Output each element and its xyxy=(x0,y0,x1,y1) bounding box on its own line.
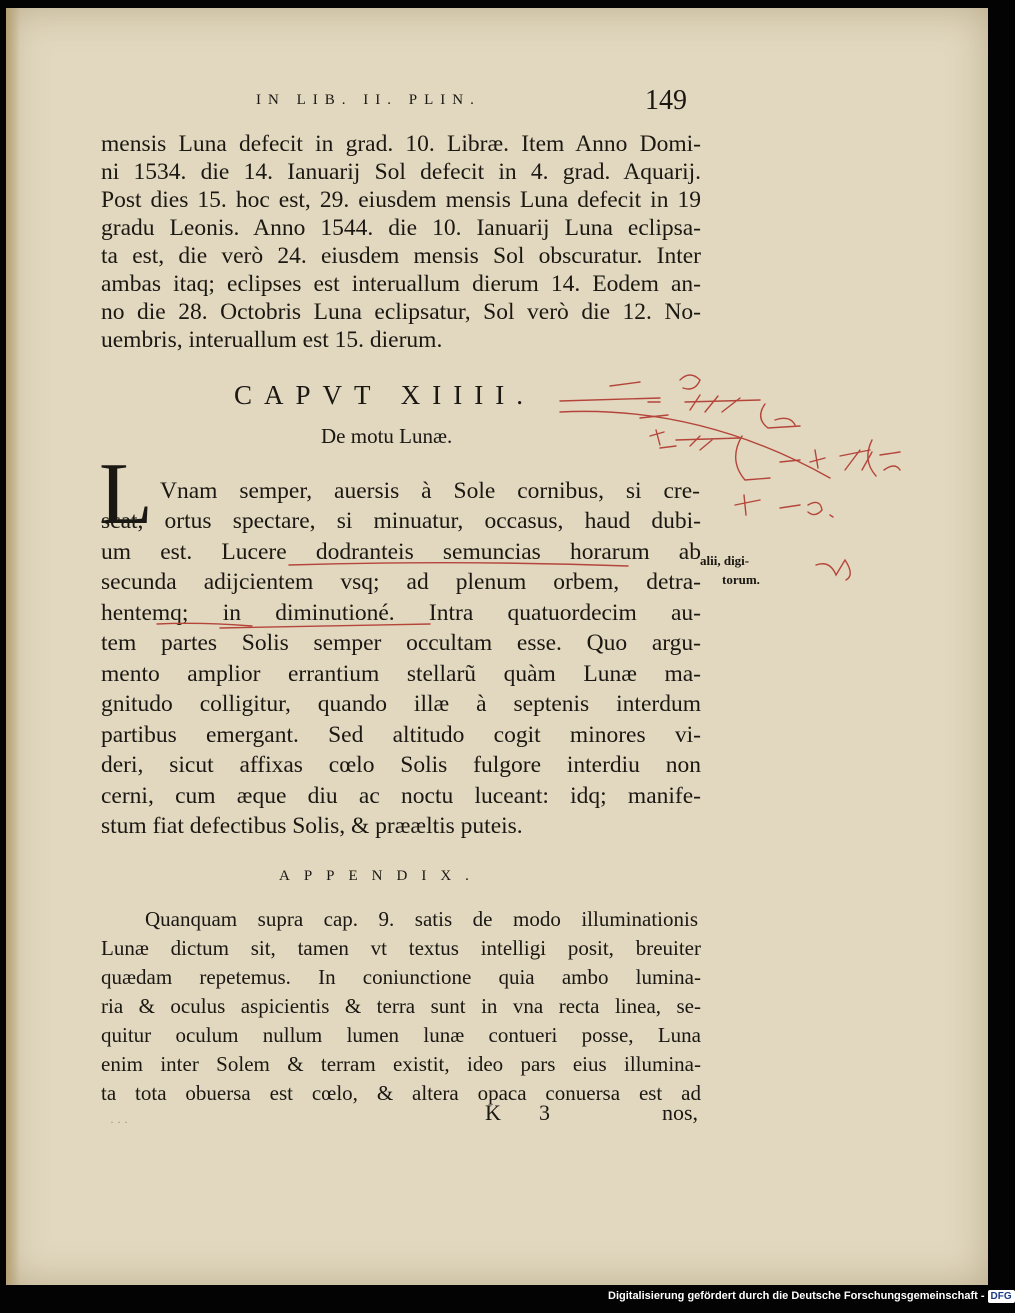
annotation-stroke xyxy=(775,418,795,425)
text-line: gradu Leonis. Anno 1544. die 10. Ianuarij Luna eclipsa- xyxy=(101,215,701,241)
text-line: partibus emergant. Sed altitudo cogit minores vi- xyxy=(101,722,701,748)
annotation-stroke xyxy=(560,398,660,401)
text-line: um est. Lucere dodranteis semuncias horarum ab xyxy=(101,539,701,565)
annotation-stroke xyxy=(840,450,872,470)
annotation-stroke xyxy=(680,375,700,389)
chapter-title: CAPVT XIIII. xyxy=(234,380,535,410)
text-line: Quanquam supra cap. 9. satis de modo illuminationis xyxy=(145,907,698,931)
annotation-stroke xyxy=(830,515,833,517)
annotation-stroke xyxy=(610,382,640,386)
text-line: Lunæ dictum sit, tamen vt textus intelligi posit, breuiter xyxy=(101,936,701,960)
text-line: ria & oculus aspicientis & terra sunt in vna recta linea, se- xyxy=(101,994,701,1018)
faint-bleed-through: · · · xyxy=(110,1115,128,1129)
annotation-stroke xyxy=(157,623,252,626)
text-line: cerni, cum æque diu ac noctu luceant: idq; manife- xyxy=(101,783,701,809)
text-line: mensis Luna defecit in grad. 10. Libræ. Item Anno Domi- xyxy=(101,131,701,157)
annotation-stroke xyxy=(676,438,740,440)
text-line: ta tota obuersa est cœlo, & altera opaca conuersa est ad xyxy=(101,1081,701,1105)
digitization-credit xyxy=(608,1290,1015,1308)
text-line: quædam repetemus. In coniunctione quia ambo lumina- xyxy=(101,965,701,989)
margin-note: torum. xyxy=(722,572,760,587)
annotation-stroke xyxy=(560,411,830,478)
text-line: Post dies 15. hoc est, 29. eiusdem mensis Luna defecit in 19 xyxy=(101,187,701,213)
text-line: stum fiat defectibus Solis, & prææltis puteis. xyxy=(101,813,523,839)
annotation-stroke xyxy=(690,395,740,412)
annotation-stroke xyxy=(808,502,822,514)
annotation-stroke xyxy=(816,560,850,580)
annotation-stroke xyxy=(735,495,760,515)
text-line: tem partes Solis semper occultam esse. Quo argu- xyxy=(101,630,701,656)
text-line: quitur oculum nullum lumen lunæ contueri posse, Luna xyxy=(101,1023,701,1047)
annotation-stroke xyxy=(690,436,712,450)
text-line: no die 28. Octobris Luna eclipsatur, Sol verò die 12. No- xyxy=(101,299,701,325)
text-line: uembris, interuallum est 15. dierum. xyxy=(101,327,443,353)
text-line: enim inter Solem & terram existit, ideo pars eius illumina- xyxy=(101,1052,701,1076)
text-line: scat, ortus spectare, si minuatur, occasus, haud dubi- xyxy=(101,508,701,534)
text-line: ni 1534. die 14. Ianuarij Sol defecit in 4. grad. Aquarij. xyxy=(101,159,701,185)
annotation-stroke xyxy=(660,446,676,448)
text-line: hentemq; in diminutioné. Intra quatuordecim au- xyxy=(101,600,701,626)
signature-number: 3 xyxy=(539,1100,550,1125)
text-line: mento amplior errantium stellarũ quàm Lunæ ma- xyxy=(101,661,701,687)
annotation-stroke xyxy=(780,505,800,508)
text-line: ambas itaq; eclipses est interuallum dierum 14. Eodem an- xyxy=(101,271,701,297)
drop-cap: L xyxy=(99,446,153,543)
page-number: 149 xyxy=(645,85,687,116)
text-line: secunda adijcientem vsq; ad plenum orbem, detra- xyxy=(101,569,701,595)
signature-mark: K xyxy=(485,1100,501,1125)
annotation-stroke xyxy=(289,563,628,566)
credit-text: Digitalisierung gefördert durch die Deutsche Forschungsgemeinschaft - xyxy=(608,1290,985,1302)
annotation-stroke xyxy=(650,430,664,445)
text-line: ta est, die verò 24. eiusdem mensis Sol obscuratur. Inter xyxy=(101,243,701,269)
running-head: IN LIB. II. PLIN. xyxy=(256,92,481,108)
dfg-logo: DFG xyxy=(988,1290,1015,1303)
margin-note: alii, digi- xyxy=(700,553,750,568)
text-line: gnitudo colligitur, quando illæ à septenis interdum xyxy=(101,691,701,717)
annotation-stroke xyxy=(780,460,800,462)
annotation-stroke xyxy=(810,450,825,468)
text-line: deri, sicut affixas cœlo Solis fulgore interdiu non xyxy=(101,752,701,778)
appendix-title: APPENDIX. xyxy=(279,868,483,884)
annotation-stroke xyxy=(880,452,900,470)
chapter-subtitle: De motu Lunæ. xyxy=(321,424,453,448)
catchword: nos, xyxy=(661,1100,698,1125)
text-line: Vnam semper, auersis à Sole cornibus, si cre- xyxy=(160,478,700,504)
